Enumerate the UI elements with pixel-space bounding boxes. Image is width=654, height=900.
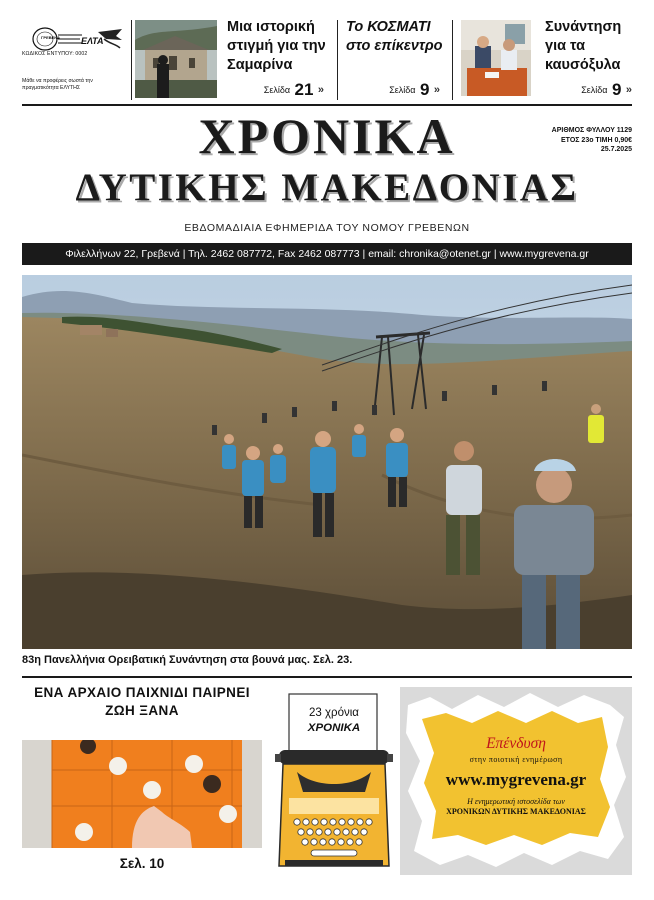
promo-headline: Επένδυση	[486, 735, 546, 752]
chevron-right-icon: »	[433, 84, 440, 96]
divider	[452, 20, 453, 100]
teaser-page-kosmati[interactable]	[360, 80, 440, 100]
masthead-title-line1: ΧΡΟΝΙΚΑ	[198, 108, 456, 164]
divider	[131, 20, 132, 100]
stamp-motto: Μάθε να προφέρεις σωστά την πραγματικότητα ΕΛΥΤΗΣ	[22, 78, 93, 91]
monastery-image-icon	[135, 20, 217, 98]
section-rule	[22, 676, 632, 678]
page-number: 9	[611, 80, 622, 99]
page-number: 21	[294, 80, 314, 99]
stamp-logo-text: ΕΛΤΑ	[81, 36, 104, 46]
mountain-hikers-image-icon	[22, 275, 632, 649]
divider	[337, 20, 338, 100]
board-game-image-icon	[22, 740, 262, 848]
page-label: Σελίδα	[389, 85, 416, 95]
page-label: Σελίδα	[581, 85, 608, 95]
masthead-subtitle: ΕΒΔΟΜΑΔΙΑΙΑ ΕΦΗΜΕΡΙΔΑ ΤΟΥ ΝΟΜΟΥ ΓΡΕΒΕΝΩΝ	[184, 222, 470, 234]
issue-date: 25.7.2025	[600, 146, 632, 153]
main-photo-hikers[interactable]	[22, 275, 632, 649]
teaser-title-samarina[interactable]: Μια ιστορική στιγμή για την Σαμαρίνα	[227, 19, 326, 73]
teaser-title-kosmati[interactable]: Το ΚΟΣΜΑΤΙ στο επίκεντρο	[346, 19, 443, 54]
page-label: Σελίδα	[263, 85, 291, 95]
teaser-photo-samarina[interactable]	[135, 20, 217, 98]
teaser-page-samarina[interactable]	[240, 80, 324, 100]
game-headline[interactable]: ΕΝΑ ΑΡΧΑΙΟ ΠΑΙΧΝΙΔΙ ΠΑΙΡΝΕΙ ΖΩΗ ΞΑΝΑ	[34, 685, 250, 718]
page-number: 9	[419, 80, 430, 99]
game-page-ref[interactable]: Σελ. 10	[119, 856, 165, 871]
teaser-page-firewood[interactable]	[546, 80, 632, 100]
promo-text[interactable]	[418, 735, 614, 817]
issue-info	[552, 126, 632, 155]
chevron-right-icon: »	[317, 84, 324, 96]
anniversary-years: 23 χρόνια	[309, 707, 359, 719]
promo-desc: Η ενημερωτική ιστοσελίδα των	[467, 797, 565, 806]
issue-year-price: ΕΤΟΣ 23ο ΤΙΜΗ 0,90€	[561, 136, 632, 144]
game-photo[interactable]	[22, 740, 262, 848]
contact-bar: Φιλελλήνων 22, Γρεβενά | Τηλ. 2462 087772, Fax 2462 087773 | email: chronika@otenet.gr | www.mygrevena.gr	[22, 243, 632, 265]
masthead-title-line2: ΔΥΤΙΚΗΣ ΜΑΚΕΔΟΝΙΑΣ	[75, 166, 579, 209]
anniversary-brand: ΧΡΟΝΙΚΑ	[307, 722, 361, 734]
chevron-right-icon: »	[625, 84, 632, 96]
header-rule	[22, 104, 632, 106]
postal-stamp	[22, 22, 126, 94]
issue-number: ΑΡΙΘΜΟΣ ΦΥΛΛΟΥ 1129	[551, 127, 632, 134]
promo-sub: στην ποιοτική ενημέρωση	[469, 755, 563, 764]
anniversary-text[interactable]	[290, 706, 378, 736]
teaser-photo-meeting[interactable]	[461, 20, 531, 96]
stamp-badge: ΓΡΕΒΕΝΑ	[41, 35, 61, 40]
teaser-title-firewood[interactable]: Συνάντηση για τα καυσόξυλα	[545, 19, 622, 73]
promo-name: ΧΡΟΝΙΚΩΝ ΔΥΤΙΚΗΣ ΜΑΚΕΔΟΝΙΑΣ	[446, 807, 586, 816]
main-photo-caption[interactable]: 83η Πανελλήνια Ορειβατική Συνάντηση στα βουνά μας. Σελ. 23.	[22, 654, 353, 666]
meeting-image-icon	[461, 20, 531, 96]
promo-url-link[interactable]: www.mygrevena.gr	[445, 770, 587, 789]
stamp-code: ΚΩΔΙΚΟΣ ΕΝΤΥΠΟΥ: 0002	[22, 51, 88, 57]
